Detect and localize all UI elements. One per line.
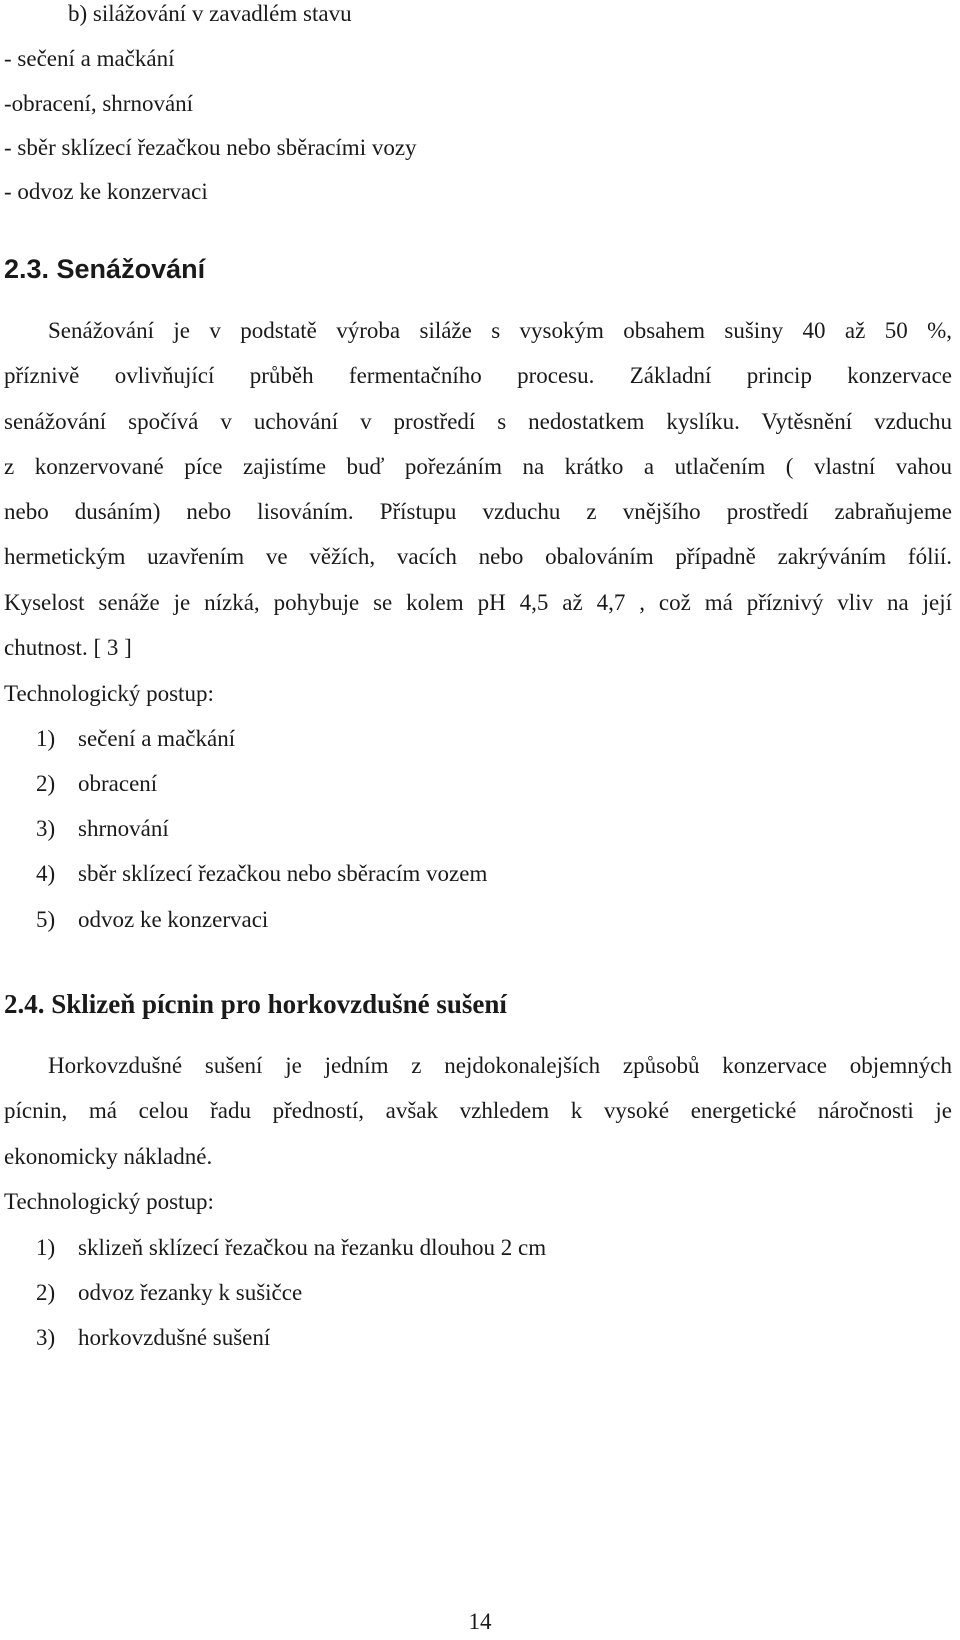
procedure-step (36, 1324, 270, 1352)
list-item: - odvoz ke konzervaci (4, 179, 208, 204)
paragraph-line: nebo dusáním) nebo lisováním. Přístupu vzduchu z vnějšího prostředí zabraňujeme (4, 499, 952, 524)
paragraph-line: Kyselost senáže je nízká, pohybuje se kolem pH 4,5 až 4,7 , což má příznivý vliv na její (4, 590, 952, 615)
paragraph-line: Senážování je v podstatě výroba siláže s vysokým obsahem sušiny 40 až 50 %, (48, 318, 952, 343)
procedure-label: Technologický postup: (4, 1189, 214, 1214)
step-number: 1) (36, 1235, 56, 1260)
paragraph-last-line: chutnost. [ 3 ] (4, 635, 132, 660)
paragraph-line: hermetickým uzavřením ve věžích, vacích nebo obalováním případně zakrýváním fólií. (4, 544, 952, 569)
step-text: sklizeň sklízecí řezačkou na řezanku dlouhou 2 cm (78, 1235, 547, 1260)
paragraph-line: pícnin, má celou řadu předností, avšak vzhledem k vysoké energetické náročnosti je (4, 1098, 952, 1123)
step-number: 4) (36, 861, 56, 886)
section-heading-2-4: 2.4. Sklizeň pícnin pro horkovzdušné sušení (4, 989, 507, 1019)
procedure-step (36, 1234, 546, 1262)
step-number: 3) (36, 816, 56, 841)
step-number: 5) (36, 907, 56, 932)
step-number: 2) (36, 771, 56, 796)
procedure-step (36, 770, 157, 798)
section-heading-2-3: 2.3. Senážování (4, 254, 206, 284)
procedure-step (36, 906, 268, 934)
step-text: obracení (78, 771, 158, 796)
step-number: 3) (36, 1325, 56, 1350)
paragraph-line: příznivě ovlivňující průběh fermentačního procesu. Základní princip konzervace (4, 363, 952, 388)
procedure-step (36, 815, 169, 843)
step-text: shrnování (78, 816, 169, 841)
procedure-step (36, 1279, 302, 1307)
list-title: b) silážování v zavadlém stavu (68, 1, 352, 26)
step-text: sečení a mačkání (78, 726, 236, 751)
procedure-step (36, 725, 235, 753)
procedure-step (36, 860, 487, 888)
step-number: 2) (36, 1280, 56, 1305)
paragraph-last-line: ekonomicky nákladné. (4, 1144, 213, 1169)
paragraph-line: z konzervované píce zajistíme buď pořezáním na krátko a utlačením ( vlastní vahou (4, 454, 952, 479)
step-text: odvoz ke konzervaci (78, 907, 269, 932)
page-number: 14 (468, 1609, 492, 1634)
step-text: horkovzdušné sušení (78, 1325, 271, 1350)
list-item: -obracení, shrnování (4, 91, 194, 116)
step-text: sběr sklízecí řezačkou nebo sběracím vozem (78, 861, 488, 886)
step-number: 1) (36, 726, 56, 751)
paragraph-line: senážování spočívá v uchování v prostředí s nedostatkem kyslíku. Vytěsnění vzduchu (4, 409, 952, 434)
list-item: - sečení a mačkání (4, 46, 175, 71)
paragraph-line: Horkovzdušné sušení je jedním z nejdokonalejších způsobů konzervace objemných (48, 1053, 952, 1078)
list-item: - sběr sklízecí řezačkou nebo sběracími vozy (4, 135, 417, 160)
step-text: odvoz řezanky k sušičce (78, 1280, 303, 1305)
procedure-label: Technologický postup: (4, 681, 214, 706)
